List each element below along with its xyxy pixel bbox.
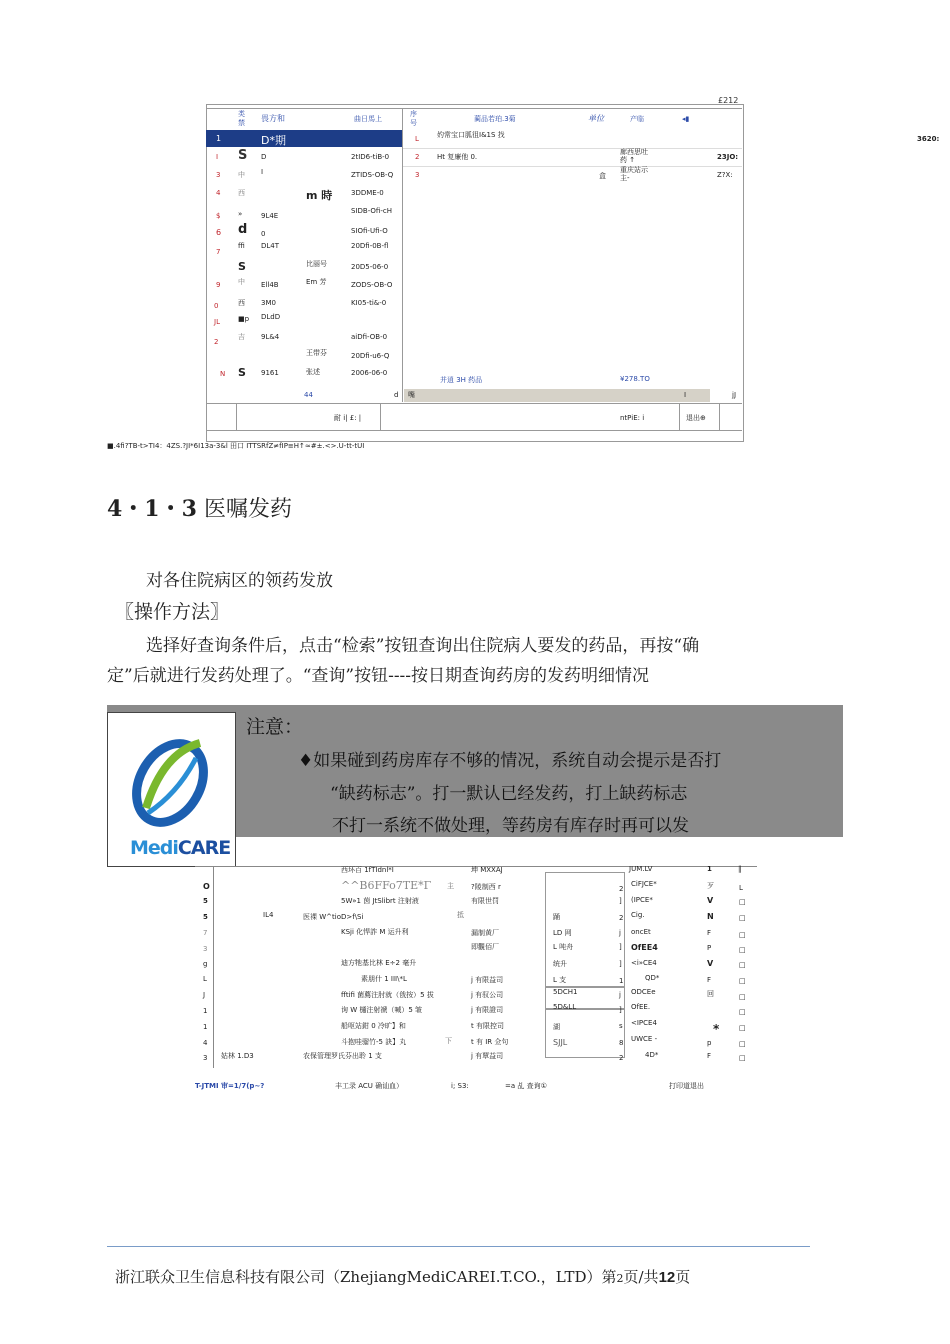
- corner-label: £212: [718, 96, 739, 105]
- summary-label: 并逍 3H 药品: [440, 376, 483, 384]
- left-header-date: 曲日馬上: [354, 115, 382, 123]
- left-selected-row[interactable]: [206, 130, 402, 147]
- query-button[interactable]: =a 乩 查询①: [505, 1082, 547, 1090]
- note-heading: 注意：: [246, 716, 304, 738]
- selected-row-num: 1: [216, 134, 222, 143]
- left-footer-d: d: [394, 391, 399, 399]
- table-row[interactable]: 6 d 0 SIOfi-Ufi-O: [216, 222, 388, 238]
- table-row[interactable]: 4 西 m 時 3DDME-0: [216, 189, 384, 202]
- table-row[interactable]: I S D 2tID6-tiB-0: [216, 148, 390, 163]
- screenshot-detail-window: [195, 862, 757, 1102]
- table-row[interactable]: 5 5W»1 茵 JtSlibrt 注射液 有限世罚 ] (IPCE* V □: [203, 896, 746, 906]
- footer-page: 2: [616, 1272, 624, 1285]
- table-row[interactable]: 2 吉 9L&4 aiDfi-OB-0: [214, 333, 388, 346]
- exit-button[interactable]: 退出⊕: [686, 414, 706, 422]
- selected-row-code: D*期: [261, 134, 286, 147]
- side-note-a: 主: [447, 882, 454, 890]
- table-row[interactable]: 1 询 W 樋注射褫（喊）5 皱 j 有限證司 5D&LL ] OfEE. □: [203, 1003, 746, 1016]
- right-header-seq: 序 号: [410, 110, 417, 127]
- side-note-b: 抵: [457, 911, 464, 919]
- search-button[interactable]: 耐 i| £: |: [334, 414, 362, 422]
- footer-rule: [107, 1246, 810, 1247]
- footer-sep: 页/共: [623, 1268, 659, 1286]
- print-button[interactable]: ntPiE: i: [620, 414, 645, 422]
- note-line-1: ♦如果碰到药房库存不够的情况，系统自动会提示是否打: [298, 751, 722, 771]
- footer-total: 12: [658, 1269, 676, 1286]
- table-row[interactable]: 3 中 I ZTIDS-OB-Q: [216, 168, 394, 179]
- table-row[interactable]: 3 盒 重庆站示 主- Z?X:: [415, 166, 733, 182]
- left-header-category: 类 禁: [238, 110, 245, 127]
- detail-row-list: [195, 862, 757, 1067]
- right-header-origin: 产临: [630, 115, 644, 123]
- table-row[interactable]: S 比丽号 20D5-06-0: [238, 260, 389, 273]
- table-row[interactable]: 王带芬 20Dfi-u6-Q: [306, 349, 390, 360]
- table-row[interactable]: 9 中 Ell4B Em 芳 ZODS-OB-O: [216, 278, 393, 289]
- table-row[interactable]: L 素朋什 1 III\*L j 有限益司 L 支 1 QD* F □: [203, 974, 746, 985]
- record-button[interactable]: 丰工录 ACU 确讪血）: [335, 1082, 404, 1090]
- body-line-1: 选择好查询条件后，点击“检索”按钮查询出住院病人要发的药品，再按“确: [146, 636, 700, 656]
- footer-suffix: 页: [675, 1268, 691, 1286]
- medicare-logo: [107, 712, 236, 867]
- summary-amount: ¥278.TO: [620, 375, 650, 383]
- table-row[interactable]: $ » 9L4E SIDB-Ofi-cH: [216, 207, 392, 220]
- table-row[interactable]: 3 即觀佰厂 L 吨舟 ] OfEE4 P □: [203, 943, 746, 954]
- note-line-2: “缺药标志”。打一默认已经发药，打上缺药标志: [330, 784, 688, 804]
- table-row[interactable]: JL ■p DLdD: [214, 313, 281, 326]
- table-row[interactable]: 7 ffi DL4T 20Dfi-0B-fl: [216, 242, 389, 256]
- section-title: [107, 492, 292, 523]
- table-row[interactable]: L 妁常宝口胍徂Ⅰ&1S 找 3620:: [403, 130, 742, 149]
- status-bar: 嘴 I: [404, 389, 710, 402]
- status-bar-end: jJ: [732, 391, 737, 399]
- table-row[interactable]: 西环百 1fTIdnl*I 坤 MXXAJ JUM.LV 1 ‖: [341, 865, 742, 874]
- table-row[interactable]: J fftifi 菌薦注肘就（戗按）5 拔 j 有驭公司 5DCH1 j ODCEe 回 □: [203, 988, 746, 1001]
- page-footer: [115, 1266, 690, 1287]
- right-header-value: ◂▮: [682, 115, 690, 123]
- table-row[interactable]: 0 西 3M0 KI05-ti&-0: [214, 299, 387, 310]
- button-strip-top: [206, 403, 742, 404]
- note-line-3: 不打一系统不做处理，等药房有库存时再可以发: [332, 816, 689, 836]
- table-row[interactable]: 4 斗抱哇骝竹-5 訣】丸 t 有 IR 佥句 SJJL 8 UWCE - p □: [203, 1035, 746, 1048]
- status-text: i; S3:: [451, 1082, 469, 1090]
- top-rule: [206, 108, 742, 109]
- table-row[interactable]: 3 姑林 1.D3 农保管理罗氏芬出聆 1 支 j 有覃益司 2 4D* F □: [203, 1051, 746, 1062]
- logo-wordmark: MediCARE: [130, 837, 231, 859]
- method-heading: 〖操作方法〗: [115, 601, 230, 623]
- right-header-unit: 单位: [588, 114, 604, 123]
- button-strip-bottom: [206, 430, 742, 431]
- table-row[interactable]: O ^^B6FFo7TE*Γ ?陵制西 r 2 CiFJCE* 歹 L: [203, 879, 743, 893]
- intro-text: 对各住院病区的领药发放: [146, 571, 333, 591]
- screenshot-caption: ■.4fi?TB-t>TI4：4ZS.?JI*6I13a-3&l 田口 ITTSRfZ≠fIP≡H↑≈#±.<>.U-tt-tUI: [107, 442, 365, 450]
- section-number: 4・1・3: [107, 496, 197, 522]
- right-header-drug: 蔺品若珀.3菊: [474, 115, 516, 123]
- table-row[interactable]: g 迪方牠基比林 E÷2 毫升 统升 ] <i»CE4 V □: [203, 959, 746, 969]
- table-row[interactable]: 1 船呕站鉗 0 冷旷】和 t 有限控司 湖 s <IPCE4 * □: [203, 1019, 746, 1036]
- table-row[interactable]: N S 9161 张述 2006-06-0: [220, 366, 388, 379]
- side-note-c: 下: [445, 1037, 452, 1045]
- print-exit-button[interactable]: 打印道退出: [669, 1082, 704, 1090]
- table-row[interactable]: 2 Ht 复廉他 0. 廊西思吐 药 ↑ 23JO:: [403, 148, 742, 167]
- table-row[interactable]: 5 IL4 医裸 W^tioD>f\Si 踊 2 Cig. N □: [203, 911, 746, 922]
- record-counter: T-JTMI 审=1/7(p~?: [195, 1082, 265, 1090]
- left-footer-count: 44: [304, 391, 313, 399]
- body-line-2: 定”后就进行发药处理了。“查询”按钮----按日期查询药房的发药明细情况: [107, 666, 650, 686]
- footer-company: 浙江联众卫生信息科技有限公司（ZhejiangMediCAREI.T.CO.，LTD）第: [115, 1268, 617, 1286]
- table-row[interactable]: 7 KSji 化悍詐 M 运升利 漏制黄厂 LD 网 j oncEt F □: [203, 928, 746, 939]
- section-heading: 医嘱发药: [203, 497, 292, 522]
- screenshot-dispense-window: [206, 96, 940, 442]
- left-header-name: 畏方和: [261, 114, 285, 123]
